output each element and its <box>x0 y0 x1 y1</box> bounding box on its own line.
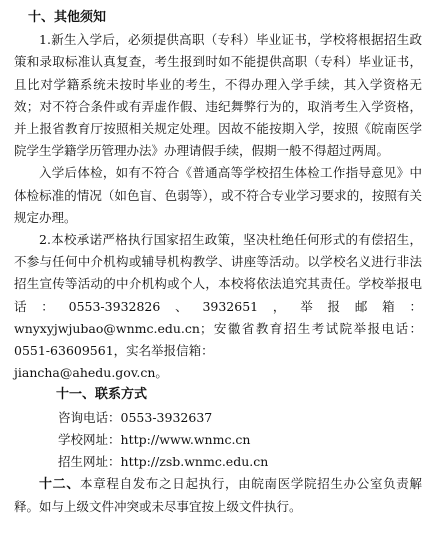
paragraph-physical-exam: 入学后体检，如有不符合《普通高等学校招生体检工作指导意见》中体检标准的情况（如色盲、色弱等），或不符合专业学习要求的，按照有关规定办理。 <box>14 165 422 225</box>
section-heading-other-notes: 十、其他须知 <box>28 10 107 25</box>
contact-phone-row <box>6 407 424 429</box>
contact-admission-row <box>6 451 424 473</box>
section-heading-effective: 十二、 <box>39 477 81 493</box>
paragraph-enrollment-requirements: 1.新生入学后，必须提供高职（专科）毕业证书，学校将根据招生政策和录取标准认真复查，考生报到时如不能提供高职（专科）毕业证书，且比对学籍系统未按时毕业的考生，不得办理入学手续，其入学资格无效；对不符合条件或有弄虚作假、违纪舞弊行为的，取消考生入学资格，并上报省教育厅按照相关规定处理。因故不能按期入学，按照《皖南医学院学生学籍学历管理办法》办理请假手续，假期一般不得超过两周。 <box>14 32 422 159</box>
paragraph-admission-policy: 2.本校承诺严格执行国家招生政策，坚决杜绝任何形式的有偿招生，不参与任何中介机构或辅导机构教学、讲座等活动。以学校名义进行非法招生宣传等活动的中介机构或个人，本校将依法追究其责任。学校举报电话：0553-3932826、3932651，举报邮箱：wnyxyjwjubao@wnmc.edu.cn；安徽省教育招生考试院举报电话：0551-63609561，实名举报信箱： <box>14 232 422 359</box>
admission-site-label: 招生网址： <box>58 454 121 470</box>
effective-date-text: 本章程自发布之日起执行，由皖南医学院招生办公室负责解释。如与上级文件冲突或未尽事宜按上级文件执行。 <box>14 476 422 515</box>
phone-value: 0553-3932637 <box>120 409 213 425</box>
website-link[interactable]: http://www.wnmc.cn <box>120 431 251 447</box>
phone-label: 咨询电话： <box>58 409 121 425</box>
website-label: 学校网址： <box>58 431 121 447</box>
paragraph-effective-date <box>6 473 424 518</box>
contact-website-row <box>6 429 424 451</box>
admission-site-link[interactable]: http://zsb.wnmc.edu.cn <box>120 454 269 470</box>
section-heading-contact: 十一、联系方式 <box>56 387 148 403</box>
report-email[interactable]: jiancha@ahedu.gov.cn。 <box>14 365 168 381</box>
